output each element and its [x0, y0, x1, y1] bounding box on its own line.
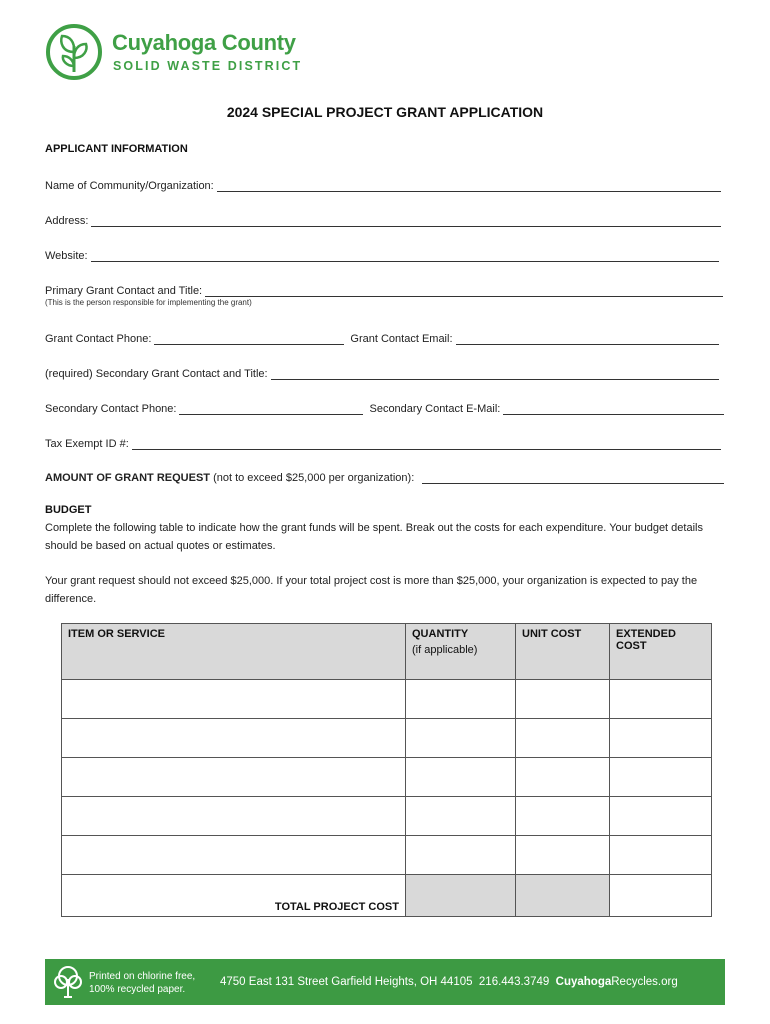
sprout-leaf-icon [44, 22, 104, 82]
table-row [62, 680, 712, 719]
item-cell[interactable] [62, 836, 406, 875]
item-cell[interactable] [62, 797, 406, 836]
page-title: 2024 SPECIAL PROJECT GRANT APPLICATION [226, 104, 544, 120]
email-line[interactable] [456, 332, 720, 345]
address-line[interactable] [91, 214, 721, 227]
budget-header-row [62, 624, 712, 680]
table-row [62, 836, 712, 875]
footer-site-link[interactable]: CuyahogaRecycles.org [555, 976, 678, 988]
quantity-cell[interactable] [406, 680, 516, 719]
grant-amount-field[interactable] [45, 468, 724, 484]
secondary-email-label: Secondary Contact E-Mail: [369, 403, 501, 415]
grant-amount-line[interactable] [422, 471, 724, 484]
budget-instructions: Complete the following table to indicate how the grant funds will be spent. Break out the costs for each expenditure. Your budget details should be based on actual quotes or estimates. [45, 522, 703, 552]
logo [44, 22, 344, 84]
table-row [62, 758, 712, 797]
recycled-paper-note: Printed on chlorine free, 100% recycled paper. [89, 971, 196, 995]
total-extended-cost-cell[interactable] [610, 875, 712, 917]
community-field[interactable] [45, 176, 721, 192]
grant-amount-note: (not to exceed $25,000 per organization): [213, 472, 415, 484]
secondary-phone-line[interactable] [179, 402, 363, 415]
phone-label: Grant Contact Phone: [45, 333, 152, 345]
footer-banner [45, 959, 725, 1005]
secondary-email-line[interactable] [503, 402, 724, 415]
extended-cost-cell[interactable] [610, 836, 712, 875]
col-extended-header: EXTENDED COST [610, 624, 712, 680]
secondary-contact-line[interactable] [271, 367, 719, 380]
item-cell[interactable] [62, 680, 406, 719]
col-item-header: ITEM OR SERVICE [62, 624, 406, 680]
logo-name: Cuyahoga County [112, 30, 296, 55]
applicant-heading: APPLICANT INFORMATION [45, 143, 188, 155]
phone-line[interactable] [154, 332, 344, 345]
email-label: Grant Contact Email: [350, 333, 453, 345]
unit-cost-cell[interactable] [516, 758, 610, 797]
footer-phone: 216.443.3749 [478, 976, 550, 988]
item-cell[interactable] [62, 758, 406, 797]
unit-cost-cell[interactable] [516, 719, 610, 758]
primary-contact-note: (This is the person responsible for implementing the grant) [45, 298, 252, 307]
budget-heading: BUDGET [45, 504, 92, 516]
budget-table [61, 623, 712, 917]
extended-cost-cell[interactable] [610, 719, 712, 758]
col-unit-cost-header: UNIT COST [516, 624, 610, 680]
extended-cost-cell[interactable] [610, 758, 712, 797]
address-field[interactable] [45, 211, 721, 227]
unit-cost-cell[interactable] [516, 680, 610, 719]
secondary-contact-label: (required) Secondary Grant Contact and Title: [45, 368, 268, 380]
primary-contact-field[interactable] [45, 281, 723, 297]
website-field[interactable] [45, 246, 719, 262]
website-label: Website: [45, 250, 88, 262]
table-row [62, 797, 712, 836]
table-row [62, 719, 712, 758]
footer-address: 4750 East 131 Street Garfield Heights, OH 44105 [220, 976, 473, 988]
logo-subtitle: SOLID WASTE DISTRICT [113, 59, 303, 73]
total-row [62, 875, 712, 917]
secondary-contact-field[interactable] [45, 364, 719, 380]
grant-amount-label: AMOUNT OF GRANT REQUEST [45, 472, 210, 484]
tree-icon [53, 965, 83, 999]
quantity-cell[interactable] [406, 758, 516, 797]
item-cell[interactable] [62, 719, 406, 758]
quantity-cell[interactable] [406, 719, 516, 758]
shaded-cell [516, 875, 610, 917]
website-line[interactable] [91, 249, 719, 262]
community-line[interactable] [217, 179, 721, 192]
address-label: Address: [45, 215, 89, 227]
extended-cost-cell[interactable] [610, 797, 712, 836]
secondary-phone-label: Secondary Contact Phone: [45, 403, 177, 415]
secondary-phone-email-row [45, 399, 724, 415]
footer-contact [220, 976, 678, 988]
tax-id-field[interactable] [45, 434, 721, 450]
tax-id-line[interactable] [132, 437, 721, 450]
shaded-cell [406, 875, 516, 917]
phone-email-row [45, 329, 719, 345]
primary-contact-line[interactable] [205, 284, 723, 297]
quantity-cell[interactable] [406, 797, 516, 836]
total-project-cost-label: TOTAL PROJECT COST [62, 875, 406, 917]
unit-cost-cell[interactable] [516, 836, 610, 875]
unit-cost-cell[interactable] [516, 797, 610, 836]
quantity-cell[interactable] [406, 836, 516, 875]
col-quantity-header: QUANTITY (if applicable) [406, 624, 516, 680]
primary-contact-label: Primary Grant Contact and Title: [45, 285, 203, 297]
budget-limit-note: Your grant request should not exceed $25,000. If your total project cost is more than $25,000, your organization is expected to pay the difference. [45, 575, 698, 605]
tax-id-label: Tax Exempt ID #: [45, 438, 129, 450]
community-label: Name of Community/Organization: [45, 180, 214, 192]
extended-cost-cell[interactable] [610, 680, 712, 719]
